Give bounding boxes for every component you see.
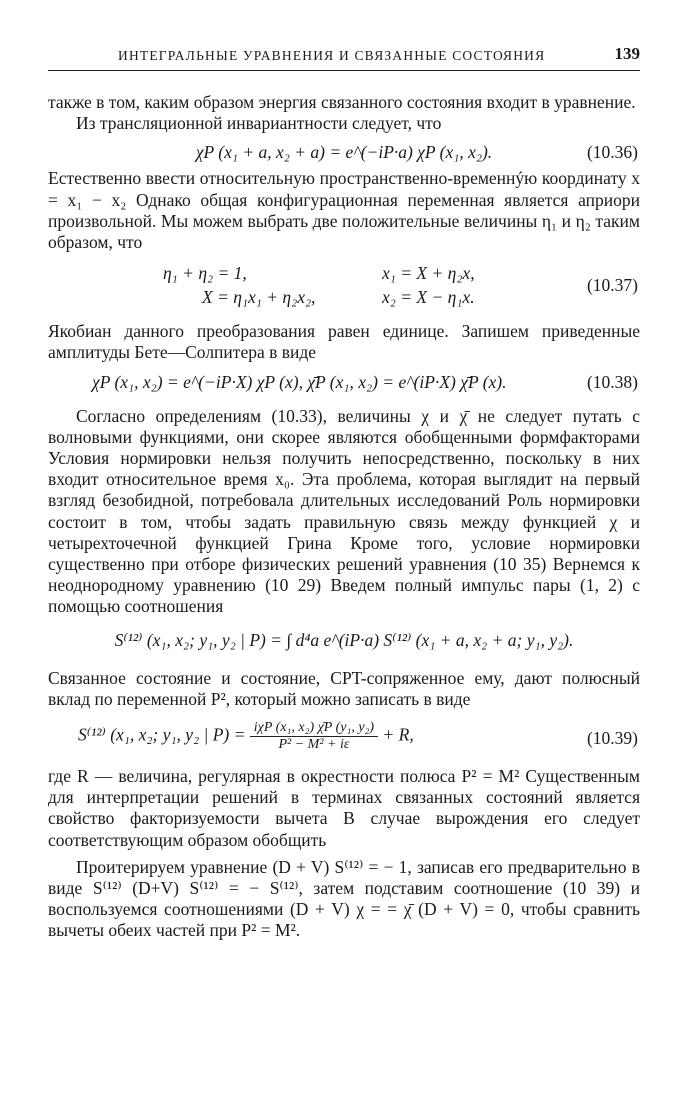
equation-10-39-numerator: iχP (x₁, x₂) χ̄P (y₁, y₂): [250, 720, 378, 737]
eq-10-37-row2-left: X = η₁x₁ + η₂x₂,: [202, 287, 316, 308]
eq-10-37-row2-right: x₂ = X − η₁x.: [382, 287, 475, 308]
running-head: [48, 44, 640, 71]
eq-10-37-row1-right: x₁ = X + η₂x,: [382, 263, 475, 284]
equation-10-39: [48, 710, 640, 766]
equation-10-36-number: (10.36): [586, 142, 638, 163]
paragraph-5: Согласно определениям (10.33), величины χ и χ̄ не следует путать с волновыми функциями, они скорее являются обобщенными формфакторами Условия нормировки нельзя получить непосредственно, поскольку в них входит относительное время x₀. Эта проблема, которая выглядит на первый взгляд безобидной, потребовала длительных исследований Роль нормировки состоит в том, чтобы задать правильную связь между функцией χ и четырехточечной функцией Грина Кроме того, условие нормировки существенно при отборе физических решений уравнения (10 35) Вернемся к неоднородному уравнению (10 29) Введем полный импульс пары (1, 2) с помощью соотношения: [48, 405, 640, 617]
equation-10-39-body: [78, 720, 598, 753]
running-head-title: ИНТЕГРАЛЬНЫЕ УРАВНЕНИЯ И СВЯЗАННЫЕ СОСТОЯНИЯ: [118, 48, 546, 63]
paragraph-6: Связанное состояние и состояние, CPT-сопряженное ему, дают полюсный вклад по переменной P², который можно записать в виде: [48, 667, 640, 709]
equation-10-39-lhs: S⁽¹²⁾ (x₁, x₂; y₁, y₂ | P) =: [78, 724, 246, 745]
equation-10-38-number: (10.38): [586, 371, 638, 392]
paragraph-1: также в том, каким образом энергия связанного состояния входит в уравнение.: [48, 92, 636, 112]
page-number: 139: [614, 44, 640, 63]
equation-10-36: [48, 134, 640, 168]
equation-10-37-number: (10.37): [586, 275, 638, 296]
page-body: [48, 92, 640, 942]
paragraph-3: Естественно ввести относительную пространственно-временнýю координату x = x₁ − x₂ Однако общая конфигурационная переменная является априори произвольной. Мы можем выбрать две положительные величины η₁ и η₂ таким образом, что: [48, 168, 640, 253]
equation-10-37: [48, 259, 640, 313]
equation-unnumbered: [48, 618, 640, 662]
equation-10-38: [48, 364, 640, 398]
paragraph-8: Проитерируем уравнение (D + V) S⁽¹²⁾ = − 1, записав его предварительно в виде S⁽¹²⁾ (D+V) S⁽¹²⁾ = − S⁽¹²⁾, затем подставим соотношение (10 39) и воспользуемся соотношениями (D + V) χ = = χ̄ (D + V) = 0, чтобы сравнить вычеты обеих частей при P² = M².: [48, 856, 640, 941]
equation-10-39-denominator: P² − M² + iε: [278, 737, 350, 753]
paragraph-7: где R — величина, регулярная в окрестности полюса P² = M² Существенным для интерпретации решений в терминах связанных состояний является свойство факторизуемости вычета В случае вырождения его следует соответствующим образом обобщить: [48, 766, 640, 850]
equation-unnumbered-body: S⁽¹²⁾ (x₁, x₂; y₁, y₂ | P) = ∫ d⁴a e^(iP·a) S⁽¹²⁾ (x₁ + a, x₂ + a; y₁, y₂).: [114, 629, 574, 650]
equation-10-36-body: χP (x₁ + a, x₂ + a) = e^(−iP·a) χP (x₁, x₂).: [195, 142, 493, 163]
eq-10-37-row1-left: η₁ + η₂ = 1,: [163, 263, 247, 284]
equation-10-39-number: (10.39): [586, 728, 638, 749]
paragraph-2: Из трансляционной инвариантности следует, что: [76, 113, 442, 134]
equation-10-38-body: χP (x₁, x₂) = e^(−iP·X) χP (x), χ̄P (x₁, x₂) = e^(iP·X) χ̄P (x).: [92, 371, 507, 392]
equation-10-39-fraction: [250, 720, 378, 753]
equation-10-39-rhs: + R,: [382, 724, 414, 745]
paragraph-4: Якобиан данного преобразования равен единице. Запишем приведенные амплитуды Бете—Солпитера в виде: [48, 321, 640, 363]
